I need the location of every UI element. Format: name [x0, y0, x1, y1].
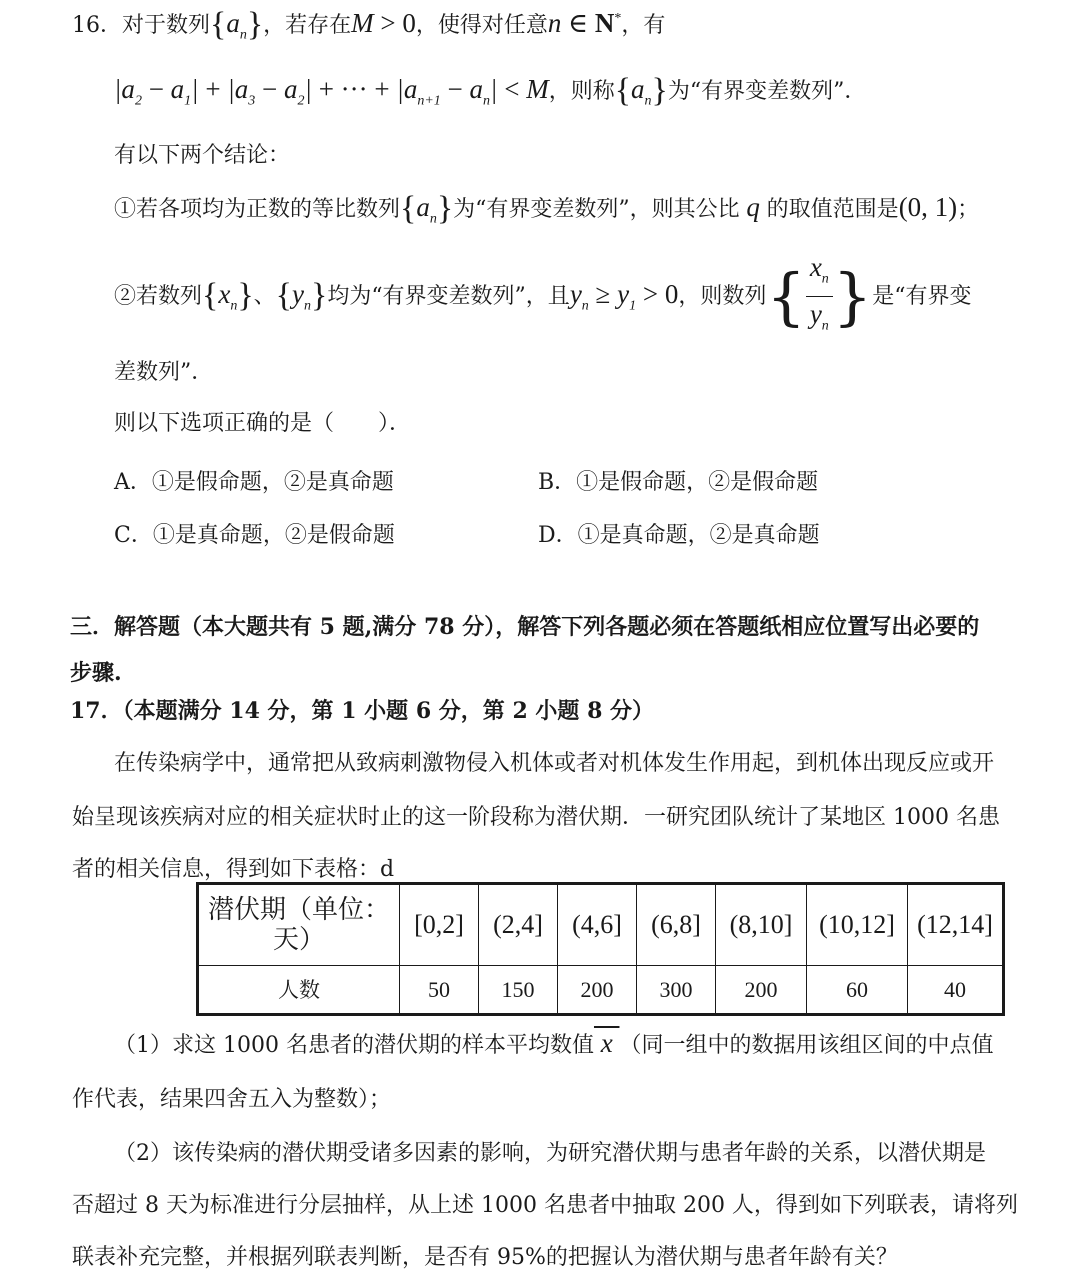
option-c: C．①是真命题，②是假命题: [114, 523, 395, 548]
table-row-counts: [198, 966, 1004, 1015]
q16-ask: 则以下选项正确的是（ ）．: [114, 411, 412, 436]
table-cell-interval: (2,4]: [479, 884, 558, 966]
conclusion-2: ②若数列$\{x_n\}$、$\{y_n\}$均为“有界变差数列”，且$y_n \ge y_1 > 0$，则数列{ $\frac{x_n}{y_n}$ }是“有界变: [114, 252, 972, 332]
table-header-incubation: 潜伏期（单位： 天）: [198, 884, 400, 966]
q17-sub1-line2: 作代表，结果四舍五入为整数）；: [72, 1087, 392, 1112]
table-cell-count: 40: [908, 966, 1004, 1015]
variation-sum: $|a_2 - a_1| + |a_3 - a_2|$ + ··· + $|a_{n+1} - a_n| < M$: [114, 74, 549, 109]
table-cell-interval: [0,2]: [400, 884, 479, 966]
q17-para-3: 者的相关信息，得到如下表格：d: [72, 857, 395, 882]
q16-condition: $|a_2 - a_1| + |a_3 - a_2|$ + ··· + $|a_{n+1} - a_n| < M$，则称$\{a_n\}$为“有界变差数列”．: [114, 72, 867, 109]
incubation-table: [196, 882, 1005, 1016]
table-cell-count: 50: [400, 966, 479, 1015]
table-cell-count: 60: [807, 966, 908, 1015]
range-0-1: (0, 1): [898, 192, 958, 222]
table-row-intervals: [198, 884, 1004, 966]
table-cell-interval: (10,12]: [807, 884, 908, 966]
table-cell-count: 200: [716, 966, 807, 1015]
q17-sub1-line1: （1）求这 1000 名患者的潜伏期的样本平均数值 x （同一组中的数据用该组区间的中点值: [114, 1028, 994, 1058]
section-3-heading: 三．解答题（本大题共有 5 题,满分 78 分），解答下列各题必须在答题纸相应位置写出必要的: [70, 614, 980, 640]
q17-sub2-line1: （2）该传染病的潜伏期受诸多因素的影响，为研究潜伏期与患者年龄的关系，以潜伏期是: [114, 1141, 987, 1166]
table-cell-count: 200: [558, 966, 637, 1015]
q17-para-1: 在传染病学中，通常把从致病刺激物侵入机体或者对机体发生作用起，到机体出现反应或开: [114, 751, 995, 776]
table-cell-interval: (8,10]: [716, 884, 807, 966]
section-3-heading-cont: 步骤.: [70, 660, 122, 686]
n-in-N: n ∈ N*: [547, 8, 622, 38]
q17-sub2-line3: 联表补充完整，并根据列联表判断，是否有 95%的把握认为潜伏期与患者年龄有关？: [72, 1245, 898, 1270]
q17-para-2: 始呈现该疾病对应的相关症状时止的这一阶段称为潜伏期．一研究团队统计了某地区 1000 名患: [72, 805, 1000, 830]
option-d: D．①是真命题，②是真命题: [538, 523, 820, 548]
m-positive: M > 0: [351, 8, 416, 38]
table-header-count: 人数: [198, 966, 400, 1015]
conclusion-1: ①若各项均为正数的等比数列$\{a_n\}$为“有界变差数列”，则其公比 q 的取值范围是(0, 1)；: [114, 190, 980, 227]
q17-header: 17．（本题满分 14 分，第 1 小题 6 分，第 2 小题 8 分）: [70, 698, 655, 724]
q16-line-1: 16．对于数列$\{a_n\}$，若存在M > 0，使得对任意n ∈ N*，有: [72, 6, 666, 43]
ratio-fraction: $\frac{x_n}{y_n}$: [806, 252, 833, 342]
table-cell-count: 150: [479, 966, 558, 1015]
table-cell-interval: (12,14]: [908, 884, 1004, 966]
seq-a: $\{a_n\}$: [210, 6, 264, 43]
option-b: B．①是假命题，②是假命题: [538, 470, 819, 495]
q16-intro: 有以下两个结论：: [114, 143, 291, 168]
table-cell-count: 300: [637, 966, 716, 1015]
sample-mean-symbol: x: [593, 1028, 620, 1058]
conclusion-2-cont: 差数列”．: [114, 360, 214, 385]
option-a: A．①是假命题，②是真命题: [114, 470, 394, 495]
table-cell-interval: (6,8]: [637, 884, 716, 966]
q17-sub2-line2: 否超过 8 天为标准进行分层抽样，从上述 1000 名患者中抽取 200 人，得到如下列联表，请将列: [72, 1193, 1018, 1218]
table-cell-interval: (4,6]: [558, 884, 637, 966]
